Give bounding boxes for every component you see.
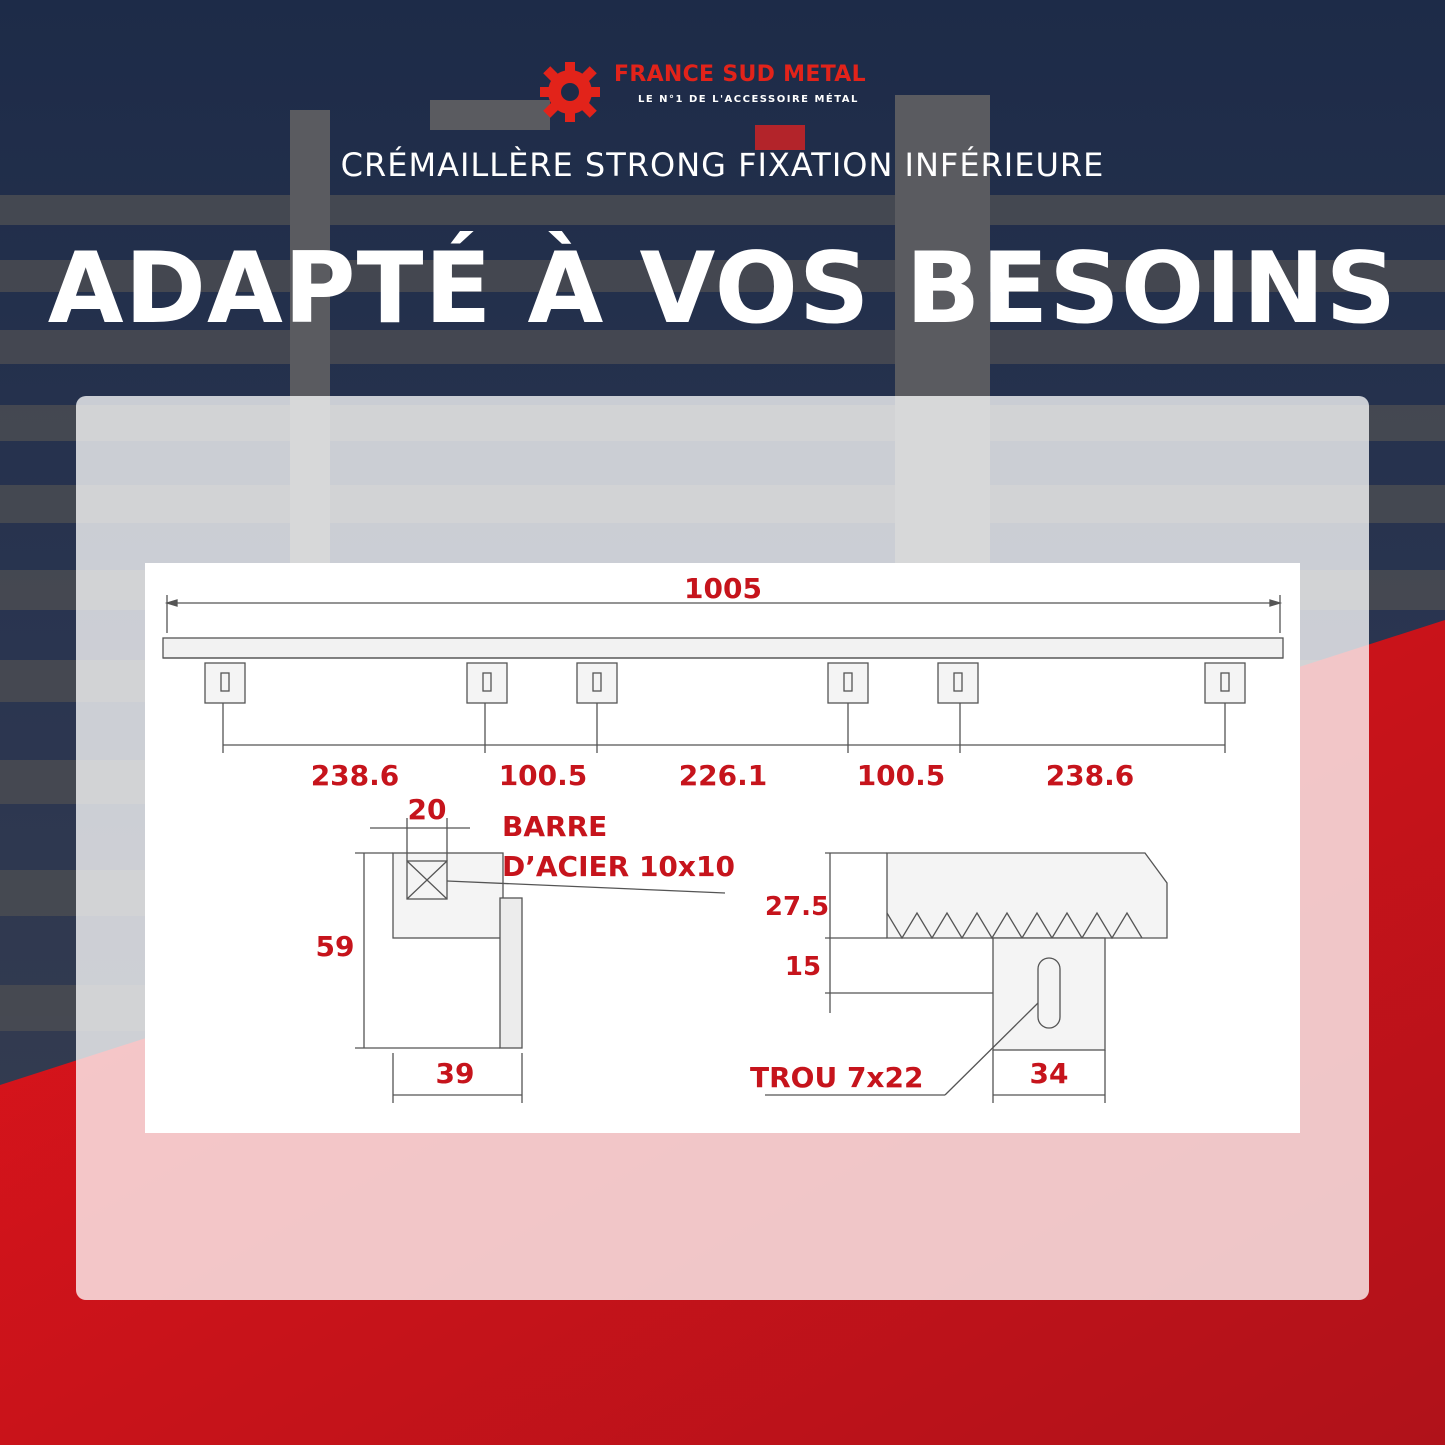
dim-spacing-2: 100.5 <box>498 759 588 792</box>
hole-label: TROU 7x22 <box>750 1061 924 1094</box>
brand-tagline: LE N°1 DE L'ACCESSOIRE MÉTAL <box>638 94 859 105</box>
dim-spacing-3: 226.1 <box>678 759 768 792</box>
gear-icon <box>536 56 606 126</box>
bar-label-line1: BARRE <box>502 810 608 843</box>
dim-bracket-height: 15 <box>784 952 822 982</box>
product-subtitle: CRÉMAILLÈRE STRONG FIXATION INFÉRIEURE <box>340 146 1105 184</box>
dim-spacing-4: 100.5 <box>856 759 946 792</box>
drawing-svg <box>145 563 1300 1133</box>
brand-name: FRANCE SUD METAL <box>614 62 866 87</box>
dim-tooth-height: 27.5 <box>764 892 830 922</box>
dim-spacing-1: 238.6 <box>310 759 400 792</box>
dim-side-bottom-width: 39 <box>435 1057 475 1090</box>
bar-label-line2: D’ACIER 10x10 <box>502 850 735 883</box>
dim-side-height: 59 <box>315 930 355 963</box>
brand-logo <box>536 56 916 126</box>
dim-spacing-5: 238.6 <box>1045 759 1135 792</box>
dim-side-top-width: 20 <box>407 793 447 826</box>
dim-overall-length: 1005 <box>684 572 762 605</box>
dim-bracket-width: 34 <box>1029 1057 1069 1090</box>
headline: ADAPTÉ À VOS BESOINS <box>47 232 1398 346</box>
technical-drawing <box>145 563 1300 1133</box>
